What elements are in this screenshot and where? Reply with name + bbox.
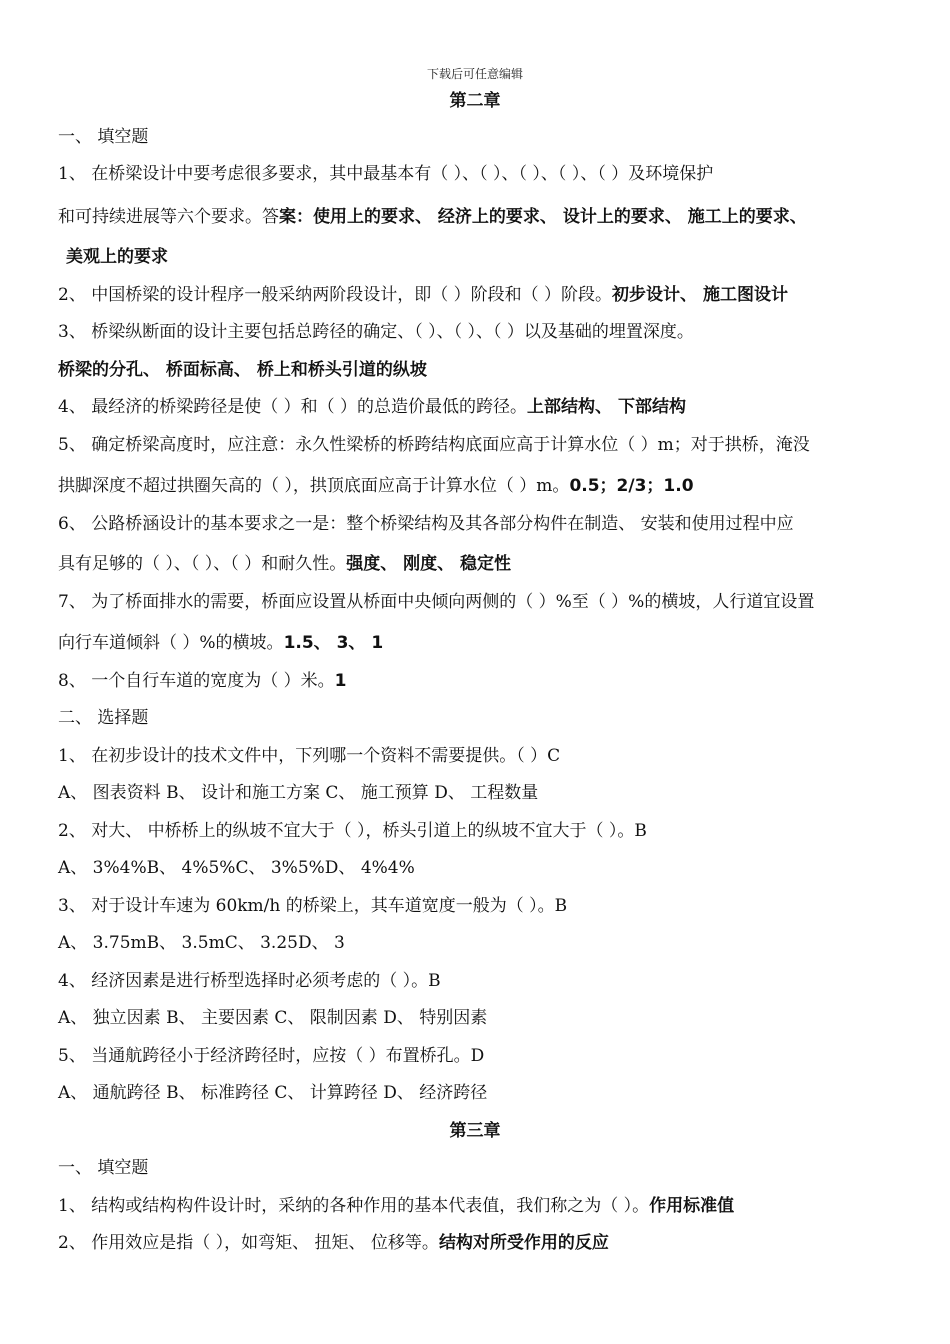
question-1-answer-cont: 美观上的要求 — [66, 247, 168, 267]
question-6-line-1: 6、 公路桥涵设计的基本要求之一是：整个桥梁结构及其各部分构件在制造、 安装和使用过程中应 — [58, 514, 794, 534]
chapter-3-question-2-text: 2、 作用效应是指（ ），如弯矩、 扭矩、 位移等。 — [58, 1233, 439, 1253]
choice-question-2: 2、 对大、 中桥桥上的纵坡不宜大于（ ），桥头引道上的纵坡不宜大于（ ）。B — [58, 821, 647, 841]
question-2-text: 2、 中国桥梁的设计程序一般采纳两阶段设计，即（ ）阶段和（ ）阶段。 — [58, 285, 613, 305]
question-5-text: 拱脚深度不超过拱圈矢高的（ ），拱顶底面应高于计算水位（ ）m。 — [58, 476, 570, 496]
question-6-answer: 强度、 刚度、 稳定性 — [346, 554, 512, 574]
question-7-line-1: 7、 为了桥面排水的需要，桥面应设置从桥面中央倾向两侧的（ ）%至（ ）%的横坡，人行道宜设置 — [58, 592, 815, 612]
question-5-line-2 — [58, 475, 910, 497]
chapter-3-question-1-text: 1、 结构或结构构件设计时，采纳的各种作用的基本代表值，我们称之为（ ）。 — [58, 1196, 650, 1216]
section-fill-in-heading: 一、 填空题 — [58, 127, 149, 147]
question-6-text: 具有足够的（ ）、（ ）、（ ）和耐久性。 — [58, 554, 347, 574]
chapter-3-question-1-answer: 作用标准值 — [649, 1196, 735, 1216]
chapter-3-question-2 — [58, 1232, 910, 1254]
question-7-line-2 — [58, 632, 910, 654]
choice-options-5: A、 通航跨径 B、 标准跨径 C、 计算跨径 D、 经济跨径 — [58, 1083, 488, 1103]
choice-options-2: A、 3%4%B、 4%5%C、 3%5%D、 4%4% — [58, 858, 415, 878]
chapter-3-question-2-answer: 结构对所受作用的反应 — [438, 1233, 609, 1253]
question-8-text: 8、 一个自行车道的宽度为（ ）米。 — [58, 671, 335, 691]
chapter-2-title: 第二章 — [449, 91, 501, 111]
chapter-3-question-1 — [58, 1195, 910, 1217]
choice-question-1: 1、 在初步设计的技术文件中，下列哪一个资料不需要提供。（ ）C — [58, 746, 561, 766]
question-5-line-1: 5、 确定桥梁高度时，应注意：永久性梁桥的桥跨结构底面应高于计算水位（ ）m；对于拱桥，淹没 — [58, 435, 810, 455]
question-4-text: 4、 最经济的桥梁跨径是使（ ）和（ ）的总造价最低的跨径。 — [58, 397, 528, 417]
question-3-answer: 桥梁的分孔、 桥面标高、 桥上和桥头引道的纵坡 — [58, 360, 427, 380]
section-choice-heading: 二、 选择题 — [58, 708, 149, 728]
chapter-3-fill-in-heading: 一、 填空题 — [58, 1158, 149, 1178]
choice-options-1: A、 图表资料 B、 设计和施工方案 C、 施工预算 D、 工程数量 — [58, 783, 539, 803]
choice-options-3: A、 3.75mB、 3.5mC、 3.25D、 3 — [58, 933, 345, 953]
question-7-answer: 1.5、 3、 1 — [283, 633, 384, 653]
question-4 — [58, 396, 910, 418]
question-7-text: 向行车道倾斜（ ）%的横坡。 — [58, 633, 284, 653]
question-5-answer: 0.5；2/3；1.0 — [569, 476, 694, 496]
question-8 — [58, 670, 910, 692]
header-note: 下载后可任意编辑 — [426, 67, 523, 81]
question-1-answer: 案：使用上的要求、 经济上的要求、 设计上的要求、 施工上的要求、 — [279, 207, 807, 227]
question-8-answer: 1 — [334, 671, 347, 691]
chapter-3-title: 第三章 — [449, 1121, 501, 1141]
question-2 — [58, 284, 910, 306]
question-3-text: 3、 桥梁纵断面的设计主要包括总跨径的确定、（ ）、（ ）、（ ）以及基础的埋置深度。 — [58, 322, 694, 342]
choice-question-5: 5、 当通航跨径小于经济跨径时，应按（ ）布置桥孔。D — [58, 1046, 485, 1066]
choice-options-4: A、 独立因素 B、 主要因素 C、 限制因素 D、 特别因素 — [58, 1008, 488, 1028]
question-1-line-1: 1、 在桥梁设计中要考虑很多要求，其中最基本有（ ）、（ ）、（ ）、（ ）、（ ）及环境保护 — [58, 164, 714, 184]
question-6-line-2 — [58, 553, 910, 575]
question-4-answer: 上部结构、 下部结构 — [527, 397, 686, 417]
choice-question-3: 3、 对于设计车速为 60km/h 的桥梁上，其车道宽度一般为（ ）。B — [58, 896, 568, 916]
question-1-line-2 — [58, 206, 910, 228]
question-1-text: 和可持续进展等六个要求。答 — [58, 207, 279, 227]
question-2-answer: 初步设计、 施工图设计 — [612, 285, 788, 305]
choice-question-4: 4、 经济因素是进行桥型选择时必须考虑的（ ）。B — [58, 971, 441, 991]
